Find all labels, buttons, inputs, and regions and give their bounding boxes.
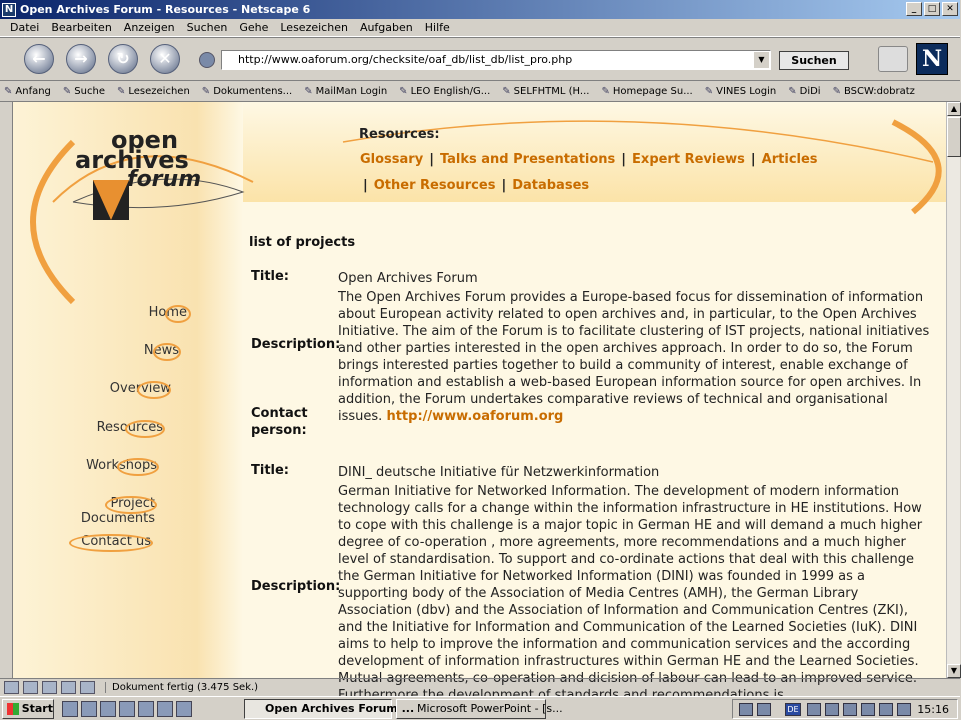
nav-home[interactable]: Home bbox=[139, 305, 187, 320]
navigator-icon[interactable] bbox=[4, 681, 19, 694]
tray-icon[interactable] bbox=[843, 703, 857, 716]
bookmark-item[interactable]: ✎ Homepage Su... bbox=[601, 86, 699, 97]
status-text: Dokument fertig (3.475 Sek.) bbox=[105, 682, 258, 693]
bookmark-item[interactable]: ✎ MailMan Login bbox=[304, 86, 394, 97]
resource-link-glossary[interactable]: Glossary bbox=[360, 152, 424, 167]
nav-contact-us[interactable]: Contact us bbox=[67, 534, 151, 549]
bookmark-item[interactable]: ✎ BSCW:dobratz bbox=[833, 86, 922, 97]
windows-logo-icon bbox=[7, 703, 19, 715]
resource-link-articles[interactable]: Articles bbox=[761, 152, 818, 167]
bookmark-item[interactable]: ✎ Lesezeichen bbox=[117, 86, 197, 97]
reload-icon: ↻ bbox=[116, 49, 130, 68]
project-description-label: Description: bbox=[251, 337, 341, 352]
maximize-button[interactable]: □ bbox=[924, 2, 940, 16]
quick-launch-icon[interactable] bbox=[100, 701, 116, 717]
project-title: Open Archives Forum bbox=[338, 271, 478, 286]
logo-line-archives: archives bbox=[75, 146, 189, 174]
bookmark-item[interactable]: ✎ Dokumentens... bbox=[202, 86, 299, 97]
forward-arrow-icon: → bbox=[74, 49, 88, 68]
search-button[interactable]: Suchen bbox=[779, 51, 849, 70]
menu-lesezeichen[interactable]: Lesezeichen bbox=[280, 21, 348, 34]
logo-line-forum: forum bbox=[127, 167, 202, 192]
resource-link-expert-reviews[interactable]: Expert Reviews bbox=[632, 152, 745, 167]
menu-bearbeiten[interactable]: Bearbeiten bbox=[51, 21, 112, 34]
bookmark-item[interactable]: ✎ DiDi bbox=[788, 86, 827, 97]
project-description-label: Description: bbox=[251, 579, 341, 594]
forward-button[interactable] bbox=[66, 44, 96, 74]
nav-project-documents[interactable]: Project Documents bbox=[80, 496, 155, 526]
bookmark-item[interactable]: ✎ LEO English/G... bbox=[399, 86, 497, 97]
language-indicator[interactable]: DE bbox=[785, 703, 801, 716]
back-arrow-icon: ← bbox=[32, 49, 46, 68]
menu-hilfe[interactable]: Hilfe bbox=[424, 21, 450, 34]
bookmark-item[interactable]: ✎ SELFHTML (H... bbox=[502, 86, 596, 97]
scroll-down-icon[interactable]: ▼ bbox=[947, 664, 961, 678]
menu-datei[interactable]: Datei bbox=[10, 21, 40, 34]
list-heading: list of projects bbox=[249, 235, 356, 250]
close-button[interactable]: ✕ bbox=[942, 2, 958, 16]
project-title-label: Title: bbox=[251, 463, 290, 478]
resources-menu-row1: Glossary | Talks and Presentations | Expert Reviews | Articles bbox=[360, 152, 818, 167]
tray-icon[interactable] bbox=[897, 703, 911, 716]
menu-gehe[interactable]: Gehe bbox=[239, 21, 269, 34]
mail-icon[interactable] bbox=[23, 681, 38, 694]
clock[interactable]: 15:16 bbox=[917, 703, 949, 716]
quick-launch bbox=[62, 701, 192, 717]
navigation-toolbar bbox=[0, 37, 960, 81]
print-icon[interactable] bbox=[878, 46, 908, 72]
reload-button[interactable] bbox=[108, 44, 138, 74]
nav-news[interactable]: News bbox=[133, 343, 179, 358]
resource-link-other-resources[interactable]: Other Resources bbox=[373, 178, 496, 193]
project-title-label: Title: bbox=[251, 269, 290, 284]
stop-icon: ✕ bbox=[158, 49, 172, 68]
project-title: DINI_ deutsche Initiative für Netzwerkinformation bbox=[338, 465, 660, 480]
start-button[interactable]: Start bbox=[2, 699, 54, 719]
resources-menu-row2: | Other Resources | Databases bbox=[363, 178, 590, 193]
menu-bar bbox=[0, 19, 960, 37]
vertical-scrollbar[interactable] bbox=[946, 102, 960, 678]
taskbar bbox=[0, 696, 960, 720]
resource-link-databases[interactable]: Databases bbox=[512, 178, 590, 193]
tray-icon[interactable] bbox=[825, 703, 839, 716]
url-input[interactable] bbox=[221, 50, 771, 70]
address-book-icon[interactable] bbox=[80, 681, 95, 694]
tray-icon[interactable] bbox=[861, 703, 875, 716]
netscape-logo[interactable]: N bbox=[916, 43, 948, 75]
tray-icon[interactable] bbox=[879, 703, 893, 716]
resource-link-talks[interactable]: Talks and Presentations bbox=[439, 152, 616, 167]
scroll-thumb[interactable] bbox=[947, 117, 961, 157]
taskbar-item-powerpoint[interactable]: Microsoft PowerPoint - [s... bbox=[396, 699, 546, 719]
window-titlebar bbox=[0, 0, 960, 19]
status-bar bbox=[0, 678, 960, 696]
quick-launch-icon[interactable] bbox=[157, 701, 173, 717]
netscape-app-icon: N bbox=[2, 3, 16, 17]
project-link[interactable]: http://www.oaforum.org bbox=[386, 409, 564, 424]
nav-overview[interactable]: Overview bbox=[107, 381, 171, 396]
scroll-up-icon[interactable]: ▲ bbox=[947, 102, 961, 116]
system-tray bbox=[732, 699, 958, 719]
taskbar-item-netscape[interactable]: Open Archives Forum ... bbox=[244, 699, 392, 719]
resources-title: Resources: bbox=[359, 127, 440, 142]
menu-suchen[interactable]: Suchen bbox=[186, 21, 228, 34]
url-dropdown-icon[interactable]: ▼ bbox=[754, 52, 769, 68]
nav-workshops[interactable]: Workshops bbox=[85, 458, 157, 473]
logo-line-open: open bbox=[111, 126, 179, 154]
tray-icon[interactable] bbox=[757, 703, 771, 716]
bookmark-item[interactable]: ✎ VINES Login bbox=[705, 86, 783, 97]
project-contact-label: Contact person: bbox=[251, 406, 308, 438]
bookmark-item[interactable]: ✎ Suche bbox=[63, 86, 112, 97]
bookmark-item[interactable]: ✎ Anfang bbox=[4, 86, 58, 97]
menu-anzeigen[interactable]: Anzeigen bbox=[123, 21, 175, 34]
back-button[interactable] bbox=[24, 44, 54, 74]
sidebar-grip[interactable] bbox=[0, 102, 12, 678]
tray-icon[interactable] bbox=[739, 703, 753, 716]
url-text: http://www.oaforum.org/checksite/oaf_db/list_db/list_pro.php bbox=[238, 53, 573, 66]
menu-aufgaben[interactable]: Aufgaben bbox=[359, 21, 413, 34]
minimize-button[interactable]: _ bbox=[906, 2, 922, 16]
window-title: Open Archives Forum - Resources - Netscape 6 bbox=[20, 3, 311, 16]
bookmarks-toolbar bbox=[0, 81, 960, 102]
nav-resources[interactable]: Resources bbox=[95, 420, 163, 435]
project-description: The Open Archives Forum provides a Europe-based focus for dissemination of information about European activity related to open archives and, in particular, to the Open Archives Initiative. The aim of the Forum is to facilitate clustering of IST projects, national initiatives and other parties interested in the open archives approach. In order to do so, the Forum brings interested parties together to build a community of interest, enable exchange of information and establish a web-based European information source for open archives. In addition, the Forum undertakes comparative reviews of technical and organisational issues. http://www.oaforum.org bbox=[338, 290, 930, 424]
site-logo[interactable] bbox=[75, 126, 202, 192]
quick-launch-icon[interactable] bbox=[62, 701, 78, 717]
tray-icon[interactable] bbox=[807, 703, 821, 716]
page-proxy-icon[interactable] bbox=[199, 52, 215, 68]
composer-icon[interactable] bbox=[61, 681, 76, 694]
quick-launch-icon[interactable] bbox=[176, 701, 192, 717]
quick-launch-icon[interactable] bbox=[138, 701, 154, 717]
page-content bbox=[12, 102, 946, 686]
quick-launch-icon[interactable] bbox=[119, 701, 135, 717]
stop-button[interactable] bbox=[150, 44, 180, 74]
quick-launch-icon[interactable] bbox=[81, 701, 97, 717]
instant-messenger-icon[interactable] bbox=[42, 681, 57, 694]
project-description: German Initiative for Networked Information. The development of modern information technology calls for a change within the information infrastructure in HE institutions. How to cope with this challenge is a major topic in German HE and will demand a much higher degree of co-operation , more agreements, more recommendations and a much higher level of standardisation. To support and co-ordinate actions that deal with this challenge the German Initiative for Networked Information (DINI) was founded in 1999 as a supporting body of the Association of Media Centres (AMH), the German Library Association (dbv) and the Association of Information and Communication Centres (ZKI), and the Initiative for Information and Communication of the Learned Societies (IuK). DINI aims to help to improve the information and communication services and the according development of information infrastructures within German HE and the Learned Societies. Mutual agreements, co-operation and dicision of labour can lead to an improved service. bbox=[338, 484, 923, 686]
